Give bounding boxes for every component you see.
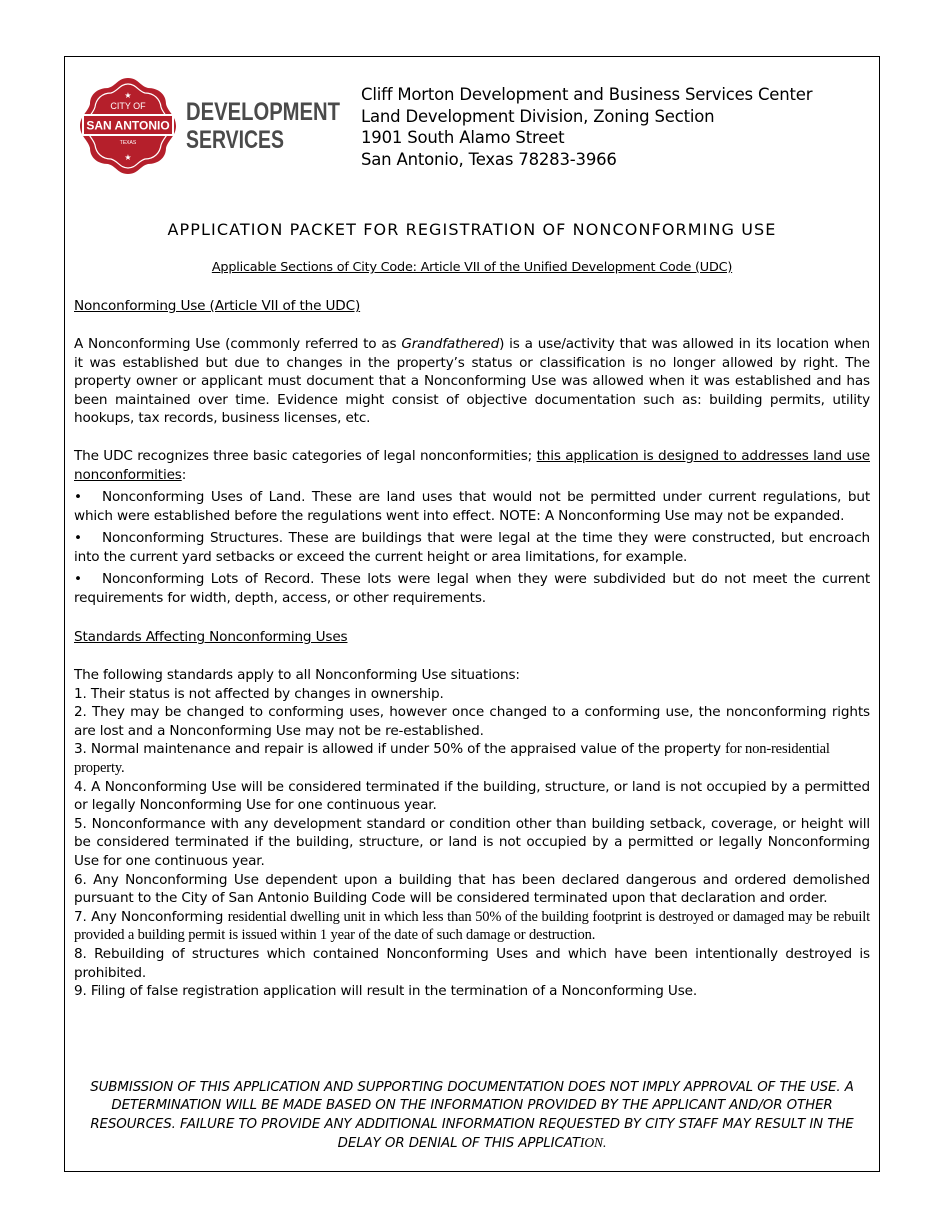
seal-icon <box>80 78 176 174</box>
bullet-icon: • <box>74 530 82 547</box>
list-item <box>74 570 870 607</box>
list-item-text: Nonconforming Structures. These are buildings that were legal at the time they were constructed, but encroach into the current yard setbacks or exceed the current height or area limitations, for example. <box>74 530 870 565</box>
paragraph-text: The UDC recognizes three basic categories of legal nonconformities; <box>74 448 537 464</box>
paragraph-text: : <box>181 466 187 483</box>
disclaimer-text: SUBMISSION OF THIS APPLICATION AND SUPPORTING DOCUMENTATION DOES NOT IMPLY APPROVAL OF THE USE. A DETERMINATION WILL BE MADE BASED ON THE INFORMATION PROVIDED BY THE APPLICANT AND/OR OTHER RESOURCES. FAILURE TO PROVIDE ANY ADDITIONAL INFORMATION REQUESTED BY CITY STAFF MAY RESULT IN THE DELAY OR DENIAL OF THIS APPLICAT <box>90 1080 854 1152</box>
paragraph-italic-text: Grandfathered <box>401 336 500 352</box>
standard-item: 5. Nonconformance with any development standard or condition other than building setback, coverage, or height will be considered terminated if the building, structure, or land is not occupied by a permitted or legally Nonconforming Use for one continuous year. <box>74 815 870 869</box>
standards-list <box>74 666 870 1001</box>
section-heading-nonconforming-use: Nonconforming Use (Article VII of the UDC) <box>74 298 361 314</box>
city-logo <box>78 76 348 176</box>
svg-text:★: ★ <box>124 91 132 100</box>
categories-intro <box>74 447 870 484</box>
standard-text: residential dwelling unit in which less than 50% of the building footprint is destroyed or damaged may be rebuilt provided a building permit is issued within 1 year of the date of such damage or destruction. <box>74 908 870 944</box>
page-title: APPLICATION PACKET FOR REGISTRATION OF NONCONFORMING USE <box>167 220 777 239</box>
bullet-icon: • <box>74 571 82 588</box>
address-line: 1901 South Alamo Street <box>361 128 565 147</box>
page-subtitle: Applicable Sections of City Code: Article VII of the Unified Development Code (UDC) <box>211 260 733 275</box>
list-item <box>74 488 870 525</box>
list-item-text: Nonconforming Lots of Record. These lots were legal when they were subdivided but do not meet the current requirements for width, depth, access, or other requirements. <box>74 571 870 606</box>
standard-text: 7. Any Nonconforming <box>74 908 228 925</box>
logo-dept-line1: DEVELOPMENT <box>186 98 340 126</box>
address-line: San Antonio, Texas 78283-3966 <box>361 149 617 169</box>
standard-item: 9. Filing of false registration application will result in the termination of a Nonconforming Use. <box>74 983 698 1000</box>
standard-text: for non-residential property. <box>74 741 830 776</box>
logo-dept-line2: SERVICES <box>186 126 284 154</box>
paragraph-underlined-text: this application is designed to addresses land use nonconformities <box>74 448 870 483</box>
standard-item: 8. Rebuilding of structures which contained Nonconforming Uses and which have been intentionally destroyed is prohibited. <box>74 945 870 981</box>
paragraph-text: ) is a use/activity that was allowed in its location when it was established but due to changes in the property’s status or classification is no longer allowed by right. The property owner or applicant must document that a Nonconforming Use was allowed when it was established and has been maintained over time. Evidence might consist of objective documentation such as: building permits, utility hookups, tax records, business licenses, etc. <box>74 336 870 427</box>
standard-item: 2. They may be changed to conforming uses, however once changed to a conforming use, the nonconforming rights are lost and a Nonconforming Use may not be re-established. <box>74 704 870 739</box>
paragraph-text: A Nonconforming Use (commonly referred to as <box>74 336 402 352</box>
address-line: Cliff Morton Development and Business Services Center <box>361 85 813 104</box>
categories-list <box>74 488 870 608</box>
standard-item <box>74 740 870 777</box>
office-address <box>361 84 812 170</box>
logo-city-name: SAN ANTONIO <box>86 118 170 133</box>
standard-text: 3. Normal maintenance and repair is allowed if under 50% of the appraised value of the property <box>74 741 726 758</box>
logo-city-of: CITY OF <box>110 101 146 111</box>
svg-text:★: ★ <box>124 153 132 162</box>
list-item <box>74 529 870 566</box>
logo-state: TEXAS <box>119 140 137 146</box>
disclaimer-text: ION. <box>579 1135 607 1151</box>
submission-disclaimer <box>64 1079 880 1154</box>
standard-item: 6. Any Nonconforming Use dependent upon a building that has been declared dangerous and ordered demolished pursuant to the City of San Antonio Building Code will be considered terminated upon that declaration and order. <box>74 871 870 907</box>
nonconforming-use-paragraph <box>74 335 870 428</box>
standards-intro: The following standards apply to all Nonconforming Use situations: <box>74 667 520 683</box>
bullet-icon: • <box>74 489 82 505</box>
section-heading-standards: Standards Affecting Nonconforming Uses <box>74 629 348 645</box>
list-item-text: Nonconforming Uses of Land. These are land uses that would not be permitted under current regulations, but which were established before the regulations went into effect. NOTE: A Nonconforming Use may not be expanded. <box>74 489 870 524</box>
standard-item: 4. A Nonconforming Use will be considered terminated if the building, structure, or land is not occupied by a permitted or legally Nonconforming Use for one continuous year. <box>74 778 870 814</box>
standard-item: 1. Their status is not affected by changes in ownership. <box>74 685 444 702</box>
standard-item <box>74 908 870 945</box>
address-line: Land Development Division, Zoning Section <box>361 106 715 126</box>
